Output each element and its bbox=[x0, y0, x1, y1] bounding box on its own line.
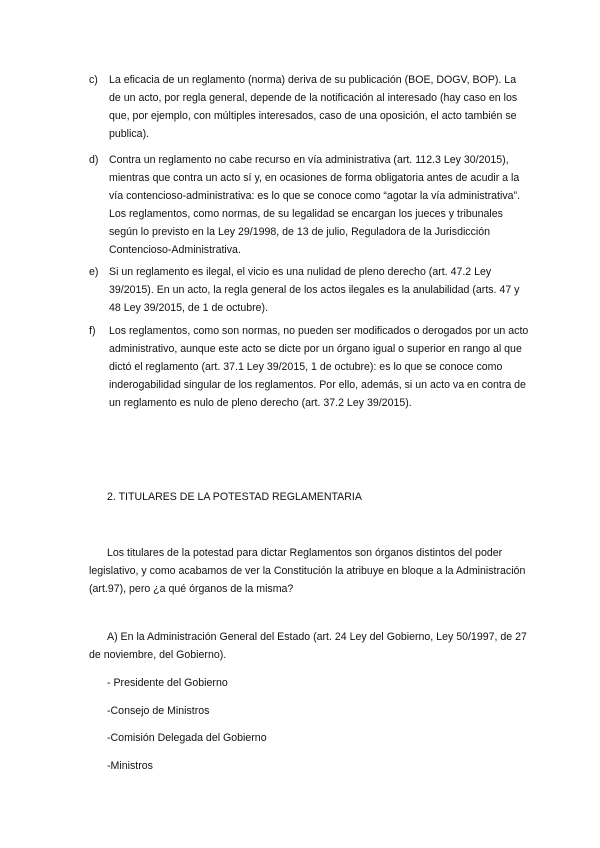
list-item-e bbox=[89, 263, 529, 317]
organ-item-ministros: -Ministros bbox=[107, 760, 153, 772]
section-heading: 2. TITULARES DE LA POTESTAD REGLAMENTARIA bbox=[107, 491, 362, 503]
list-item-c bbox=[89, 71, 529, 143]
subsection-paragraph: A) En la Administración General del Estado (art. 24 Ley del Gobierno, Ley 50/1997, de 27 de noviembre, del Gobierno). bbox=[89, 631, 527, 661]
organ-item-presidente: - Presidente del Gobierno bbox=[107, 677, 228, 689]
organ-item-comision: -Comisión Delegada del Gobierno bbox=[107, 732, 267, 744]
list-item-text: Los reglamentos, como son normas, no pueden ser modificados o derogados por un acto administrativo, aunque este acto se dicte por un órgano igual o superior en rango al que dictó el reglamento (art. 37.1 Ley 39/2015, 1 de octubre): es lo que se conoce como inderogabilidad singular de los reglamentos. Por ello, además, si un acto va en contra de un reglamento es nulo de pleno derecho (art. 37.2 Ley 39/2015). bbox=[109, 325, 529, 409]
list-marker: f) bbox=[89, 325, 96, 337]
list-item-text: La eficacia de un reglamento (norma) deriva de su publicación (BOE, DOGV, BOP). La de un acto, por regla general, depende de la notificación al interesado (hay caso en los que, por ejemplo, con múltiples interesados, caso de una oposición, el acto también se publica). bbox=[109, 74, 518, 140]
list-item-text: Contra un reglamento no cabe recurso en vía administrativa (art. 112.3 Ley 30/2015), mientras que contra un acto sí y, en ocasiones de forma obligatoria antes de acudir a la vía contencioso-administrativa: es lo que se conoce como “agotar la vía administrativa”. Los reglamentos, como normas, de su legalidad se encargan los jueces y tribunales según lo previsto en la Ley 29/1998, de 13 de julio, Reguladora de la Jurisdicción Contencioso-Administrativa. bbox=[109, 154, 520, 256]
list-item-d bbox=[89, 151, 529, 259]
intro-paragraph: Los titulares de la potestad para dictar Reglamentos son órganos distintos del poder legislativo, y como acabamos de ver la Constitución la atribuye en bloque a la Administración (art.97), pero ¿a qué órganos de la misma? bbox=[89, 547, 526, 595]
list-item-f bbox=[89, 322, 529, 412]
list-marker: e) bbox=[89, 266, 99, 278]
list-item-text: Si un reglamento es ilegal, el vicio es una nulidad de pleno derecho (art. 47.2 Ley 39/2015). En un acto, la regla general de los actos ilegales es la anulabilidad (arts. 47 y 48 Ley 39/2015, de 1 de octubre). bbox=[109, 266, 520, 314]
list-marker: d) bbox=[89, 154, 99, 166]
list-marker: c) bbox=[89, 74, 98, 86]
organ-item-consejo: -Consejo de Ministros bbox=[107, 705, 210, 717]
